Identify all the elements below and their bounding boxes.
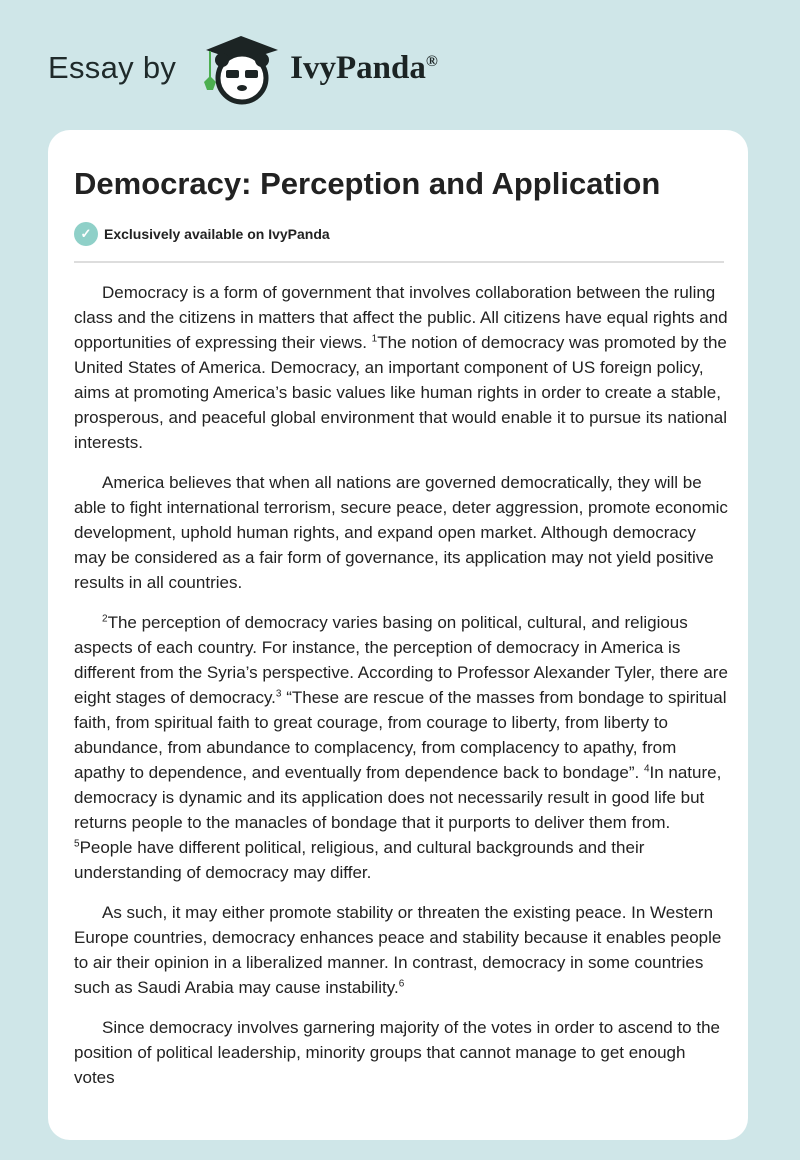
- footnote-marker: 5: [74, 838, 80, 850]
- check-icon: ✓: [74, 222, 98, 246]
- ivypanda-logo-icon[interactable]: [196, 28, 286, 108]
- registered-mark: ®: [425, 52, 438, 70]
- exclusive-badge: [74, 222, 330, 246]
- paragraph-text: People have different political, religious, and cultural backgrounds and their understanding of democracy may differ.: [74, 838, 645, 882]
- essay-card: [48, 130, 748, 1140]
- paragraph-text: America believes that when all nations are governed democratically, they will be able to fight international terrorism, secure peace, deter aggression, promote economic development, uphold human rights, and expand open market. Although democracy may be considered as a fair form of governance, its application may not yield positive results in all countries.: [74, 473, 728, 592]
- essay-title: Democracy: Perception and Application: [74, 166, 661, 201]
- essay-paragraph: [74, 470, 728, 595]
- footnote-marker: 4: [643, 763, 650, 775]
- footnote-marker: 2: [102, 613, 108, 625]
- footnote-marker: 1: [371, 333, 378, 345]
- paragraph-text: Democracy is a form of government that involves collaboration between the ruling class and the citizens in matters that affect the public. All citizens have equal rights and opportunities of expressing their views.: [74, 283, 728, 352]
- essay-body: [74, 280, 728, 1105]
- paragraph-text: Since democracy involves garnering majority of the votes in order to ascend to the position of political leadership, minority groups that cannot manage to get enough votes: [74, 1018, 720, 1087]
- paragraph-text: The notion of democracy was promoted by the United States of America. Democracy, an important component of US foreign policy, aims at promoting America’s basic values like human rights in order to create a stable, prosperous, and peaceful global environment that would enable it to pursue its national interests.: [74, 333, 728, 452]
- footnote-marker: 3: [275, 688, 282, 700]
- essay-paragraph: [74, 900, 728, 1000]
- brand-text: IvyPanda: [290, 49, 426, 86]
- brand-name: [290, 50, 438, 87]
- site-header: [48, 28, 438, 108]
- essay-paragraph: [74, 1015, 728, 1090]
- essay-by-label: Essay by: [48, 50, 177, 85]
- paragraph-text: The perception of democracy varies basing on political, cultural, and religious aspects of each country. For instance, the perception of democracy in America is different from the Syria’s perspective. According to Professor Alexander Tyler, there are eight stages of democracy.: [74, 613, 728, 707]
- essay-paragraph: [74, 280, 728, 455]
- footnote-marker: 6: [398, 978, 405, 990]
- divider: [74, 261, 724, 263]
- badge-label: Exclusively available on IvyPanda: [104, 226, 330, 242]
- paragraph-text: In nature, democracy is dynamic and its application does not necessarily result in good life but returns people to the manacles of bondage that it purports to deliver them from.: [74, 763, 722, 832]
- paragraph-text: “These are rescue of the masses from bondage to spiritual faith, from spiritual faith to great courage, from courage to liberty, from liberty to abundance, from abundance to complacency, from complacency to apathy, from apathy to dependence, and eventually from dependence back to bondage”.: [74, 688, 727, 782]
- essay-paragraph: [74, 610, 728, 885]
- paragraph-text: As such, it may either promote stability or threaten the existing peace. In Western Europe countries, democracy enhances peace and stability because it enables people to air their opinion in a liberalized manner. In contrast, democracy in some countries such as Saudi Arabia may cause instability.: [74, 903, 722, 997]
